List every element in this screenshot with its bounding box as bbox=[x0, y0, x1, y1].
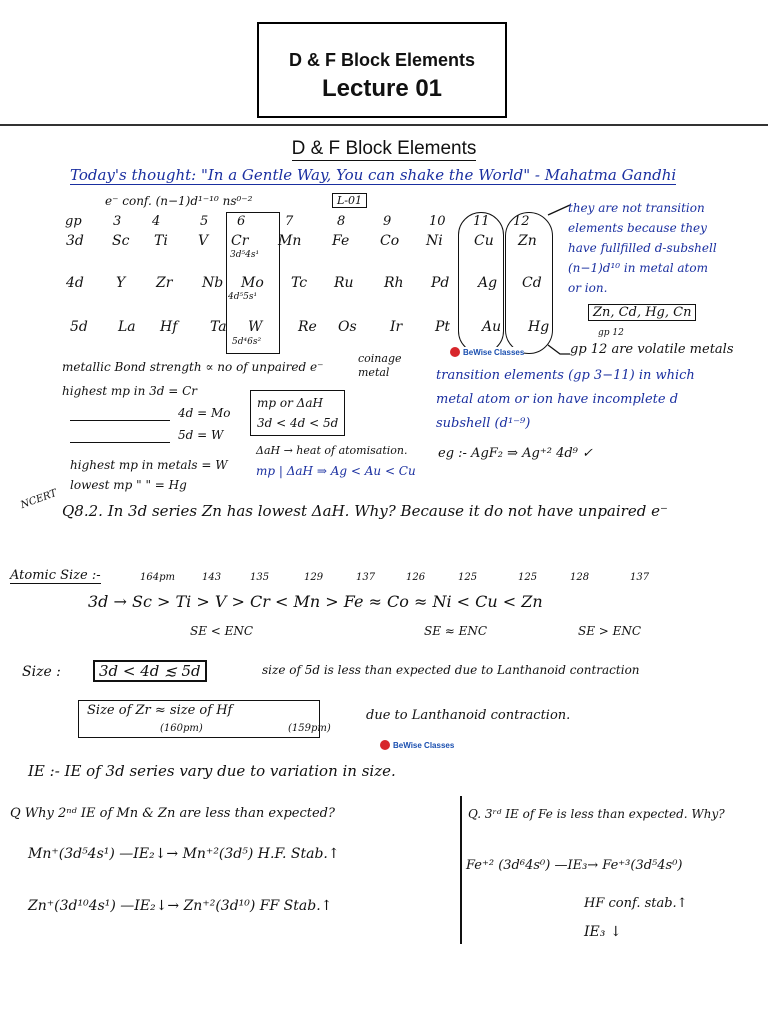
header-rule bbox=[0, 124, 768, 126]
highest-mp-5d: 5d = W bbox=[178, 428, 224, 442]
title-line-2: Lecture 01 bbox=[321, 75, 443, 102]
group-cell: 4 bbox=[152, 214, 161, 229]
group-12-box: Zn, Cd, Hg, Cn bbox=[588, 304, 696, 321]
highest-mp-4d: 4d = Mo bbox=[178, 406, 231, 420]
w-configuration: 5d⁴6s² bbox=[232, 337, 262, 347]
se-enc-1: SE < ENC bbox=[190, 624, 254, 638]
ie-line: IE :- IE of 3d series vary due to variation in size. bbox=[28, 762, 396, 780]
mn-equation: Mn⁺(3d⁵4s¹) —IE₂↓→ Mn⁺²(3d⁵) H.F. Stab.↑ bbox=[28, 846, 340, 862]
not-transition-note: they are not transition elements because they have fullfilled d-subshell (n−1)d¹⁰ in metal atom or ion. bbox=[568, 201, 717, 295]
group-12-oval bbox=[505, 212, 553, 354]
column-divider bbox=[460, 796, 462, 944]
ie3-decrease: IE₃ ↓ bbox=[584, 924, 622, 940]
fe-equation: Fe⁺² (3d⁶4s⁰) —IE₃→ Fe⁺³(3d⁵4s⁰) bbox=[466, 858, 683, 873]
coinage-metal-note: coinage metal bbox=[358, 352, 402, 379]
notes-heading: D & F Block Elements bbox=[291, 138, 477, 159]
group-cell: gp bbox=[65, 214, 82, 229]
highest-mp-3d: highest mp in 3d = Cr bbox=[62, 384, 198, 398]
mo-configuration: 4d⁵5s¹ bbox=[228, 292, 258, 302]
title-box bbox=[257, 22, 507, 118]
transition-definition: transition elements (gp 3−11) in which metal atom or ion have incomplete d subshell (d¹⁻⁹) bbox=[436, 368, 695, 431]
se-enc-2: SE ≈ ENC bbox=[424, 624, 488, 638]
group-12-label: gp 12 bbox=[598, 328, 624, 338]
group-12-volatile: gp 12 are volatile metals bbox=[570, 342, 734, 357]
zr-hf-box: Size of Zr ≈ size of Hf bbox=[78, 700, 320, 738]
group-11-oval bbox=[458, 212, 504, 354]
group-cell: 12 bbox=[513, 214, 530, 229]
group-cell: 10 bbox=[429, 214, 446, 229]
ditto-line bbox=[70, 442, 170, 443]
group-cell: 8 bbox=[337, 214, 346, 229]
agf2-example: eg :- AgF₂ ⇒ Ag⁺² 4d⁹ ✓ bbox=[438, 446, 593, 461]
ncert-tag: NCERT bbox=[19, 487, 59, 512]
mp-order: mp | ΔaH ⇒ Ag < Au < Cu bbox=[256, 464, 416, 478]
lecture-tag: L-01 bbox=[332, 193, 367, 208]
title-line-1: D & F Block Elements bbox=[288, 50, 476, 70]
question-8-2: Q8.2. In 3d series Zn has lowest ΔaH. Why? Because it do not have unpaired e⁻ bbox=[62, 502, 668, 520]
cr-configuration: 3d⁵4s¹ bbox=[230, 250, 260, 260]
zn-equation: Zn⁺(3d¹⁰4s¹) —IE₂↓→ Zn⁺²(3d¹⁰) FF Stab.↑ bbox=[28, 898, 333, 914]
mp-box bbox=[250, 390, 345, 436]
todays-thought: Today's thought: "In a Gentle Way, You can shake the World" - Mahatma Gandhi bbox=[70, 166, 677, 184]
size-label: Size : bbox=[22, 664, 61, 680]
size-5d-note: size of 5d is less than expected due to Lanthanoid contraction bbox=[262, 663, 640, 677]
hf-configuration-stability: HF conf. stab.↑ bbox=[584, 896, 688, 911]
ditto-line bbox=[70, 420, 170, 421]
group-cell: 6 bbox=[237, 214, 246, 229]
bewise-logo: BeWise Classes bbox=[450, 347, 524, 357]
logo-icon bbox=[380, 740, 390, 750]
se-enc-3: SE > ENC bbox=[578, 624, 642, 638]
atomisation-definition: ΔaH → heat of atomisation. bbox=[256, 444, 408, 457]
group-cell: 7 bbox=[285, 214, 294, 229]
mp-box-line-1: mp or ΔaH bbox=[257, 396, 323, 410]
group-cell: 11 bbox=[473, 214, 490, 229]
group-cell: 9 bbox=[383, 214, 392, 229]
hf-radius: (159pm) bbox=[288, 723, 331, 734]
lowest-mp: lowest mp " " = Hg bbox=[70, 478, 187, 492]
size-series: 3d → Sc > Ti > V > Cr < Mn > Fe ≈ Co ≈ Ni < Cu < Zn bbox=[88, 592, 543, 611]
zr-radius: (160pm) bbox=[160, 723, 203, 734]
lanthanoid-note: due to Lanthanoid contraction. bbox=[366, 708, 571, 723]
size-box: 3d < 4d ≲ 5d bbox=[93, 660, 207, 682]
highest-mp-metals: highest mp in metals = W bbox=[70, 458, 228, 472]
atomic-size-label: Atomic Size :- bbox=[10, 568, 101, 583]
metallic-bond-note: metallic Bond strength ∝ no of unpaired e⁻ bbox=[62, 360, 324, 374]
group-6-box bbox=[226, 212, 280, 354]
mp-box-line-2: 3d < 4d < 5d bbox=[257, 416, 339, 430]
question-mn-zn: Q Why 2ⁿᵈ IE of Mn & Zn are less than expected? bbox=[10, 806, 335, 821]
group-cell: 5 bbox=[200, 214, 209, 229]
question-fe: Q. 3ʳᵈ IE of Fe is less than expected. Why? bbox=[468, 807, 725, 821]
logo-icon bbox=[450, 347, 460, 357]
bewise-logo-2: BeWise Classes bbox=[380, 740, 454, 750]
electronic-configuration: e⁻ conf. (n−1)d¹⁻¹⁰ ns⁰⁻² bbox=[105, 194, 253, 208]
group-cell: 3 bbox=[113, 214, 122, 229]
